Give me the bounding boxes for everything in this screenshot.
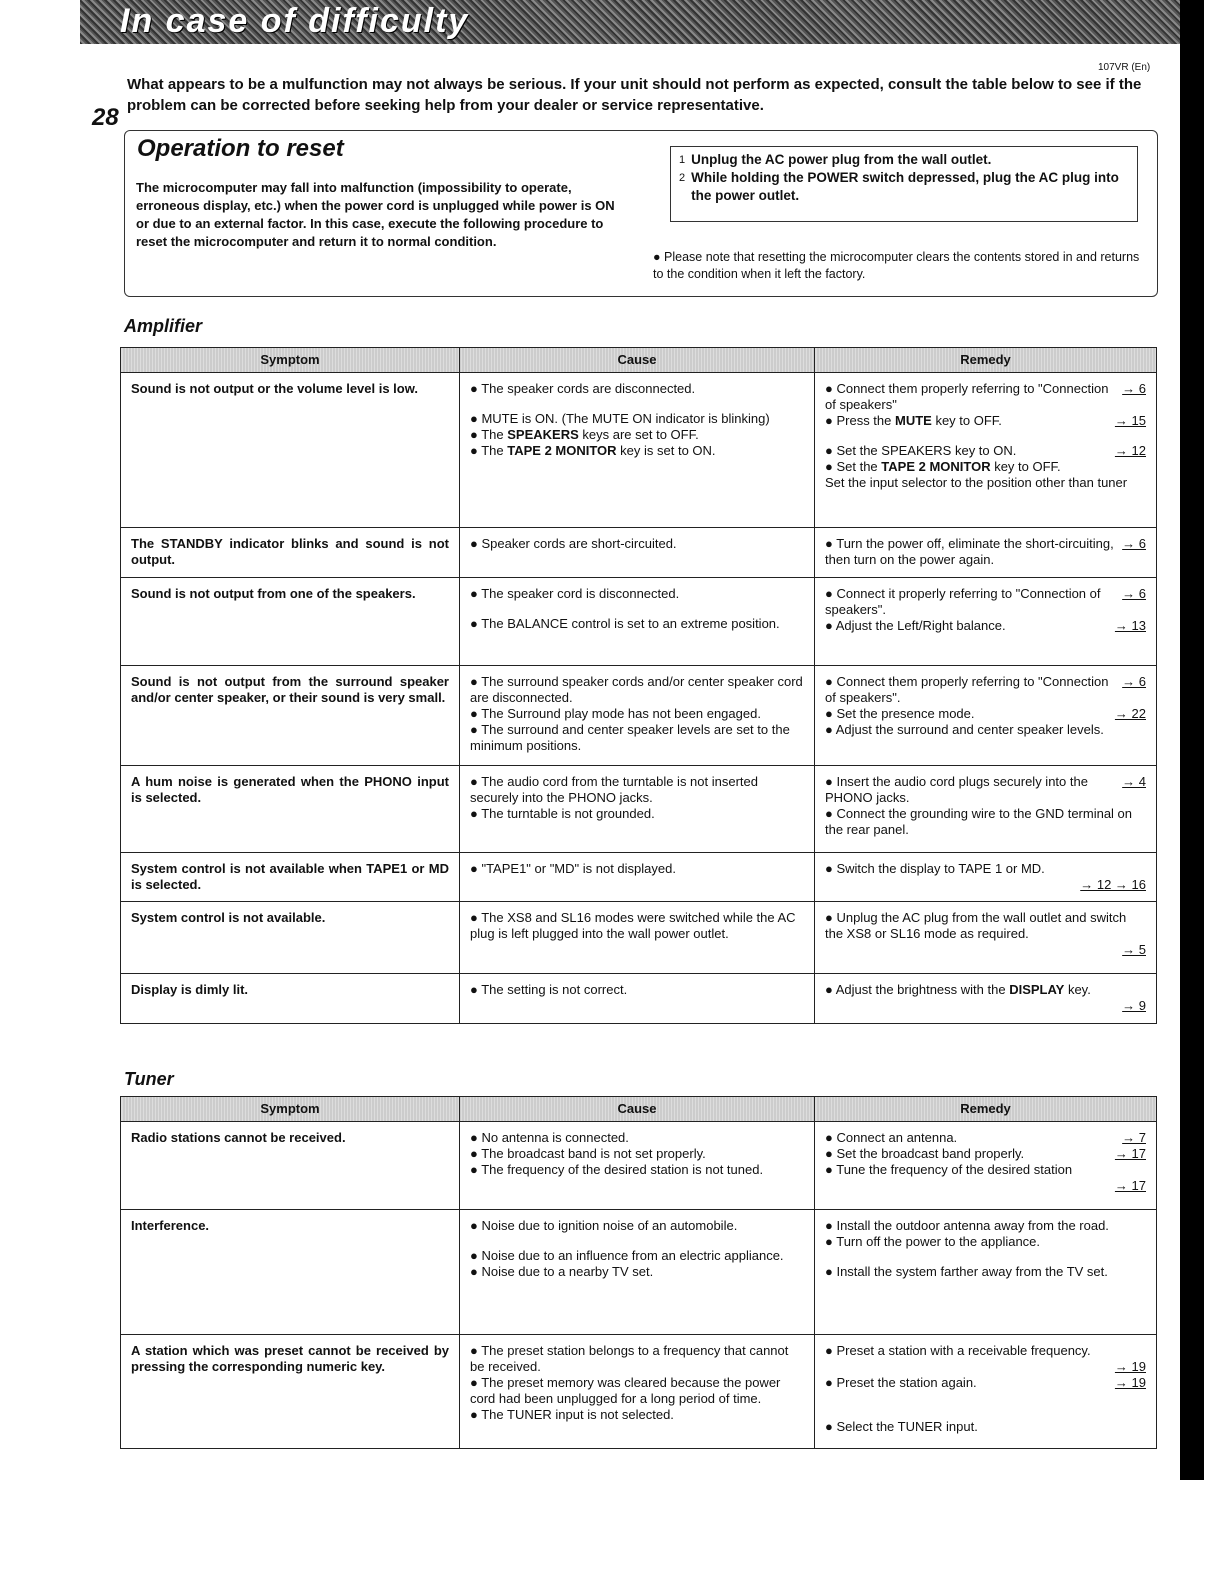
remedy-cell — [815, 974, 1157, 1024]
spacer — [825, 429, 1146, 443]
remedy-text — [825, 459, 1061, 475]
page-reference: → 9 — [1122, 998, 1146, 1013]
item-text: ● Set the — [825, 459, 882, 474]
remedy-item — [825, 1162, 1146, 1178]
spacer — [825, 1391, 1146, 1405]
remedy-text — [825, 381, 1116, 413]
item-text: ● Noise due to a nearby TV set. — [470, 1264, 654, 1279]
reset-description: The microcomputer may fall into malfunction (impossibility to operate, erroneous display, etc.) when the power cord is unplugged while power is ON or due to an external factor. In this case, execute the following procedure to reset the microcomputer and return it to normal condition. — [136, 180, 615, 249]
cause-item — [470, 616, 804, 632]
remedy-item — [825, 861, 1146, 877]
cause-item — [470, 1248, 804, 1264]
remedy-cell — [815, 902, 1157, 974]
symptom-cell: Interference. — [121, 1210, 460, 1335]
column-header-symptom: Symptom — [121, 1097, 460, 1122]
cause-text — [470, 1343, 804, 1375]
remedy-cell — [815, 578, 1157, 666]
remedy-item — [825, 998, 1146, 1014]
remedy-text — [825, 774, 1116, 806]
cause-text — [470, 616, 780, 632]
column-header-remedy: Remedy — [815, 1097, 1157, 1122]
remedy-item — [825, 1178, 1146, 1194]
cause-text — [470, 722, 804, 754]
cause-item — [470, 1162, 804, 1178]
cause-item — [470, 586, 804, 602]
remedy-item — [825, 706, 1146, 722]
cause-cell — [460, 974, 815, 1024]
reset-step — [679, 151, 1129, 169]
cause-item — [470, 982, 804, 998]
remedy-item — [825, 443, 1146, 459]
item-text: ● Preset the station again. — [825, 1375, 977, 1390]
page-edge-bar — [1180, 0, 1204, 1480]
symptom-cell: System control is not available when TAPE1 or MD is selected. — [121, 853, 460, 902]
item-bold-text: SPEAKERS — [507, 427, 579, 442]
item-text: ● Unplug the AC plug from the wall outlet and switch the XS8 or SL16 mode as required. — [825, 910, 1127, 941]
item-text: ● The setting is not correct. — [470, 982, 628, 997]
title-banner — [80, 0, 1190, 44]
reset-steps — [670, 146, 1138, 222]
remedy-text — [825, 586, 1116, 618]
cause-cell — [460, 1335, 815, 1449]
cause-cell — [460, 666, 815, 766]
step-text: Unplug the AC power plug from the wall outlet. — [691, 152, 992, 167]
item-text: ● MUTE is ON. (The MUTE ON indicator is blinking) — [470, 411, 770, 426]
table-row — [121, 853, 1157, 902]
item-text: ● Tune the frequency of the desired station — [825, 1162, 1073, 1177]
item-text: ● The frequency of the desired station is not tuned. — [470, 1162, 764, 1177]
symptom-cell: Display is dimly lit. — [121, 974, 460, 1024]
item-text: ● Install the system farther away from the TV set. — [825, 1264, 1108, 1279]
cause-item — [470, 1375, 804, 1407]
spacer — [825, 1250, 1146, 1264]
cause-item — [470, 443, 804, 459]
remedy-text — [825, 475, 1127, 491]
table-row — [121, 974, 1157, 1024]
table-row — [121, 666, 1157, 766]
page-reference: → 17 — [1114, 1146, 1146, 1161]
symptom-cell: A station which was preset cannot be received by pressing the corresponding numeric key. — [121, 1335, 460, 1449]
item-bold-text: TAPE 2 MONITOR — [881, 459, 991, 474]
item-text: ● "TAPE1" or "MD" is not displayed. — [470, 861, 676, 876]
page-reference: → 22 — [1114, 706, 1146, 721]
item-text: ● Switch the display to TAPE 1 or MD. — [825, 861, 1045, 876]
item-text: ● The audio cord from the turntable is not inserted securely into the PHONO jacks. — [470, 774, 758, 805]
item-text: ● Set the SPEAKERS key to ON. — [825, 443, 1017, 458]
remedy-text — [825, 1343, 1091, 1359]
remedy-text — [825, 1375, 977, 1391]
table-row — [121, 1122, 1157, 1210]
cause-item — [470, 1146, 804, 1162]
page-reference: → 7 — [1122, 1130, 1146, 1145]
table-header-row — [121, 1097, 1157, 1122]
remedy-text — [825, 443, 1016, 459]
page-number: 28 — [92, 104, 119, 131]
remedy-item — [825, 722, 1146, 738]
page-title: In case of difficulty — [120, 2, 470, 40]
page-reference: → 13 — [1114, 618, 1146, 633]
cause-item — [470, 1407, 804, 1423]
table-row — [121, 528, 1157, 578]
model-code: 107VR (En) — [1098, 62, 1151, 73]
page-reference: → 19 — [1114, 1359, 1146, 1374]
remedy-text — [825, 910, 1146, 942]
item-text: ● The Surround play mode has not been engaged. — [470, 706, 761, 721]
page-reference: → 6 — [1122, 586, 1146, 601]
cause-cell — [460, 853, 815, 902]
item-text: ● Adjust the surround and center speaker levels. — [825, 722, 1104, 737]
reset-note: ● Please note that resetting the microcomputer clears the contents stored in and returns to the condition when it left the factory. — [653, 250, 1140, 281]
cause-text — [470, 982, 627, 998]
remedy-cell — [815, 373, 1157, 528]
item-text: ● The preset memory was cleared because the power cord had been unplugged for a long period of time. — [470, 1375, 781, 1406]
step-text: While holding the POWER switch depressed, plug the AC plug into the power outlet. — [691, 170, 1119, 203]
cause-item — [470, 774, 804, 806]
step-number: 2 — [679, 172, 686, 184]
step-number: 1 — [679, 154, 686, 166]
item-text: ● Preset a station with a receivable frequency. — [825, 1343, 1091, 1358]
item-text: ● The broadcast band is not set properly. — [470, 1146, 706, 1161]
cause-text — [470, 536, 677, 552]
cause-cell — [460, 766, 815, 853]
cause-item — [470, 1130, 804, 1146]
item-text: key is set to ON. — [616, 443, 716, 458]
remedy-cell — [815, 1335, 1157, 1449]
remedy-item — [825, 674, 1146, 706]
cause-cell — [460, 902, 815, 974]
cause-item — [470, 706, 804, 722]
section-title-tuner: Tuner — [124, 1069, 174, 1089]
item-text: ● Adjust the Left/Right balance. — [825, 618, 1006, 633]
cause-text — [470, 443, 716, 459]
table-row — [121, 1335, 1157, 1449]
item-text: ● Speaker cords are short-circuited. — [470, 536, 677, 551]
table-row — [121, 766, 1157, 853]
remedy-cell — [815, 666, 1157, 766]
remedy-text — [825, 536, 1116, 568]
cause-text — [470, 1146, 706, 1162]
item-text: ● No antenna is connected. — [470, 1130, 629, 1145]
symptom-cell: Sound is not output from the surround speaker and/or center speaker, or their sound is very small. — [121, 666, 460, 766]
cause-text — [470, 774, 804, 806]
remedy-item — [825, 1375, 1146, 1391]
item-text: key. — [1064, 982, 1091, 997]
cause-text — [470, 1264, 653, 1280]
cause-text — [470, 586, 679, 602]
cause-item — [470, 1218, 804, 1234]
cause-text — [470, 674, 804, 706]
remedy-item — [825, 942, 1146, 958]
cause-text — [470, 910, 804, 942]
table-row — [121, 373, 1157, 528]
symptom-cell: System control is not available. — [121, 902, 460, 974]
symptom-cell: Radio stations cannot be received. — [121, 1122, 460, 1210]
column-header-symptom: Symptom — [121, 348, 460, 373]
cause-item — [470, 806, 804, 822]
item-text: ● Connect an antenna. — [825, 1130, 958, 1145]
item-text: ● Turn the power off, eliminate the short-circuiting, then turn on the power again. — [825, 536, 1114, 567]
remedy-item — [825, 618, 1146, 634]
item-bold-text: MUTE — [895, 413, 932, 428]
cause-cell — [460, 1210, 815, 1335]
item-text: key to OFF. — [990, 459, 1061, 474]
cause-item — [470, 1264, 804, 1280]
cause-item — [470, 381, 804, 397]
cause-text — [470, 427, 699, 443]
cause-text — [470, 706, 761, 722]
item-text: keys are set to OFF. — [578, 427, 699, 442]
spacer — [470, 397, 804, 411]
remedy-item — [825, 982, 1146, 998]
item-text: ● Turn off the power to the appliance. — [825, 1234, 1041, 1249]
intro-text: What appears to be a mulfunction may not always be serious. If your unit should not perform as expected, consult the table below to see if the problem can be corrected before seeking help from your dealer or service representative. — [127, 76, 1142, 114]
item-text: ● The preset station belongs to a frequency that cannot be received. — [470, 1343, 789, 1374]
remedy-item — [825, 877, 1146, 893]
remedy-item — [825, 381, 1146, 413]
column-header-cause: Cause — [460, 1097, 815, 1122]
cause-text — [470, 1248, 784, 1264]
table-header-row — [121, 348, 1157, 373]
cause-item — [470, 674, 804, 706]
symptom-cell: Sound is not output from one of the speakers. — [121, 578, 460, 666]
cause-text — [470, 806, 655, 822]
page-reference: → 5 — [1122, 942, 1146, 957]
remedy-item — [825, 1146, 1146, 1162]
item-bold-text: TAPE 2 MONITOR — [507, 443, 617, 458]
remedy-item — [825, 536, 1146, 568]
cause-text — [470, 411, 770, 427]
cause-item — [470, 722, 804, 754]
table-row — [121, 1210, 1157, 1335]
cause-item — [470, 536, 804, 552]
item-text: ● The XS8 and SL16 modes were switched while the AC plug is left plugged into the wall power outlet. — [470, 910, 796, 941]
remedy-text — [825, 1218, 1109, 1234]
page-reference: → 19 — [1114, 1375, 1146, 1390]
reset-step — [679, 169, 1129, 205]
remedy-item — [825, 413, 1146, 429]
spacer — [470, 602, 804, 616]
amplifier-table — [120, 347, 1157, 1024]
item-text: ● The surround speaker cords and/or center speaker cord are disconnected. — [470, 674, 803, 705]
item-text: ● Set the broadcast band properly. — [825, 1146, 1025, 1161]
item-text: ● The — [470, 443, 508, 458]
cause-item — [470, 910, 804, 942]
remedy-item — [825, 910, 1146, 942]
reset-box — [124, 130, 1158, 297]
item-text: ● Connect them properly referring to "Connection of speakers". — [825, 674, 1109, 705]
item-text: ● Adjust the brightness with the — [825, 982, 1010, 997]
remedy-text — [825, 806, 1146, 838]
item-text: ● Noise due to ignition noise of an automobile. — [470, 1218, 738, 1233]
remedy-text — [825, 413, 1002, 429]
item-text: ● Set the presence mode. — [825, 706, 975, 721]
remedy-cell — [815, 528, 1157, 578]
reset-title: Operation to reset — [137, 135, 344, 162]
page-reference: → 6 — [1122, 674, 1146, 689]
table-row — [121, 902, 1157, 974]
remedy-item — [825, 774, 1146, 806]
remedy-item — [825, 459, 1146, 475]
item-text: ● The BALANCE control is set to an extreme position. — [470, 616, 780, 631]
remedy-item — [825, 475, 1146, 491]
page-reference: → 12 → 16 — [1080, 877, 1146, 892]
cause-text — [470, 1218, 737, 1234]
item-text: ● Press the — [825, 413, 895, 428]
page-reference: → 4 — [1122, 774, 1146, 789]
symptom-cell: The STANDBY indicator blinks and sound is not output. — [121, 528, 460, 578]
remedy-cell — [815, 1122, 1157, 1210]
remedy-text — [825, 1234, 1040, 1250]
item-text: ● The TUNER input is not selected. — [470, 1407, 674, 1422]
spacer — [825, 1405, 1146, 1419]
remedy-text — [825, 1264, 1108, 1280]
cause-text — [470, 861, 676, 877]
item-text: ● Install the outdoor antenna away from the road. — [825, 1218, 1109, 1233]
symptom-cell: Sound is not output or the volume level is low. — [121, 373, 460, 528]
item-text: Set the input selector to the position other than tuner — [825, 475, 1128, 490]
remedy-item — [825, 1130, 1146, 1146]
cause-text — [470, 1162, 763, 1178]
cause-text — [470, 381, 695, 397]
remedy-text — [825, 1130, 957, 1146]
page-reference: → 12 — [1114, 443, 1146, 458]
cause-text — [470, 1407, 674, 1423]
symptom-cell: A hum noise is generated when the PHONO input is selected. — [121, 766, 460, 853]
item-text: ● Noise due to an influence from an electric appliance. — [470, 1248, 784, 1263]
remedy-text — [825, 982, 1091, 998]
remedy-text — [825, 618, 1006, 634]
section-title-amplifier: Amplifier — [124, 316, 203, 336]
cause-item — [470, 1343, 804, 1375]
page-reference: → 15 — [1114, 413, 1146, 428]
cause-item — [470, 411, 804, 427]
remedy-item — [825, 1218, 1146, 1234]
item-text: ● The — [470, 427, 508, 442]
remedy-text — [825, 861, 1045, 877]
cause-cell — [460, 578, 815, 666]
item-text: ● Insert the audio cord plugs securely into the PHONO jacks. — [825, 774, 1088, 805]
cause-text — [470, 1375, 804, 1407]
table-row — [121, 578, 1157, 666]
remedy-text — [825, 1146, 1024, 1162]
item-text: ● The turntable is not grounded. — [470, 806, 655, 821]
cause-cell — [460, 373, 815, 528]
page-reference: → 6 — [1122, 381, 1146, 396]
remedy-text — [825, 1419, 978, 1435]
remedy-cell — [815, 766, 1157, 853]
page-reference: → 17 — [1114, 1178, 1146, 1193]
column-header-cause: Cause — [460, 348, 815, 373]
remedy-item — [825, 1359, 1146, 1375]
page-reference: → 6 — [1122, 536, 1146, 551]
item-text: ● Connect the grounding wire to the GND terminal on the rear panel. — [825, 806, 1133, 837]
remedy-item — [825, 1343, 1146, 1359]
item-bold-text: DISPLAY — [1009, 982, 1065, 997]
item-text: ● The speaker cord is disconnected. — [470, 586, 680, 601]
item-text: ● Select the TUNER input. — [825, 1419, 978, 1434]
remedy-text — [825, 674, 1116, 706]
cause-text — [470, 1130, 629, 1146]
remedy-item — [825, 586, 1146, 618]
tuner-table — [120, 1096, 1157, 1449]
remedy-text — [825, 706, 975, 722]
spacer — [470, 1234, 804, 1248]
cause-cell — [460, 528, 815, 578]
remedy-item — [825, 1264, 1146, 1280]
remedy-cell — [815, 1210, 1157, 1335]
column-header-remedy: Remedy — [815, 348, 1157, 373]
cause-cell — [460, 1122, 815, 1210]
remedy-item — [825, 1234, 1146, 1250]
item-text: ● The surround and center speaker levels are set to the minimum positions. — [470, 722, 790, 753]
item-text: ● The speaker cords are disconnected. — [470, 381, 696, 396]
cause-item — [470, 427, 804, 443]
remedy-text — [825, 722, 1104, 738]
remedy-text — [825, 1162, 1072, 1178]
remedy-cell — [815, 853, 1157, 902]
item-text: ● Connect it properly referring to "Connection of speakers". — [825, 586, 1101, 617]
cause-item — [470, 861, 804, 877]
item-text: key to OFF. — [931, 413, 1002, 428]
item-text: ● Connect them properly referring to "Connection of speakers" — [825, 381, 1109, 412]
remedy-item — [825, 806, 1146, 838]
remedy-item — [825, 1419, 1146, 1435]
